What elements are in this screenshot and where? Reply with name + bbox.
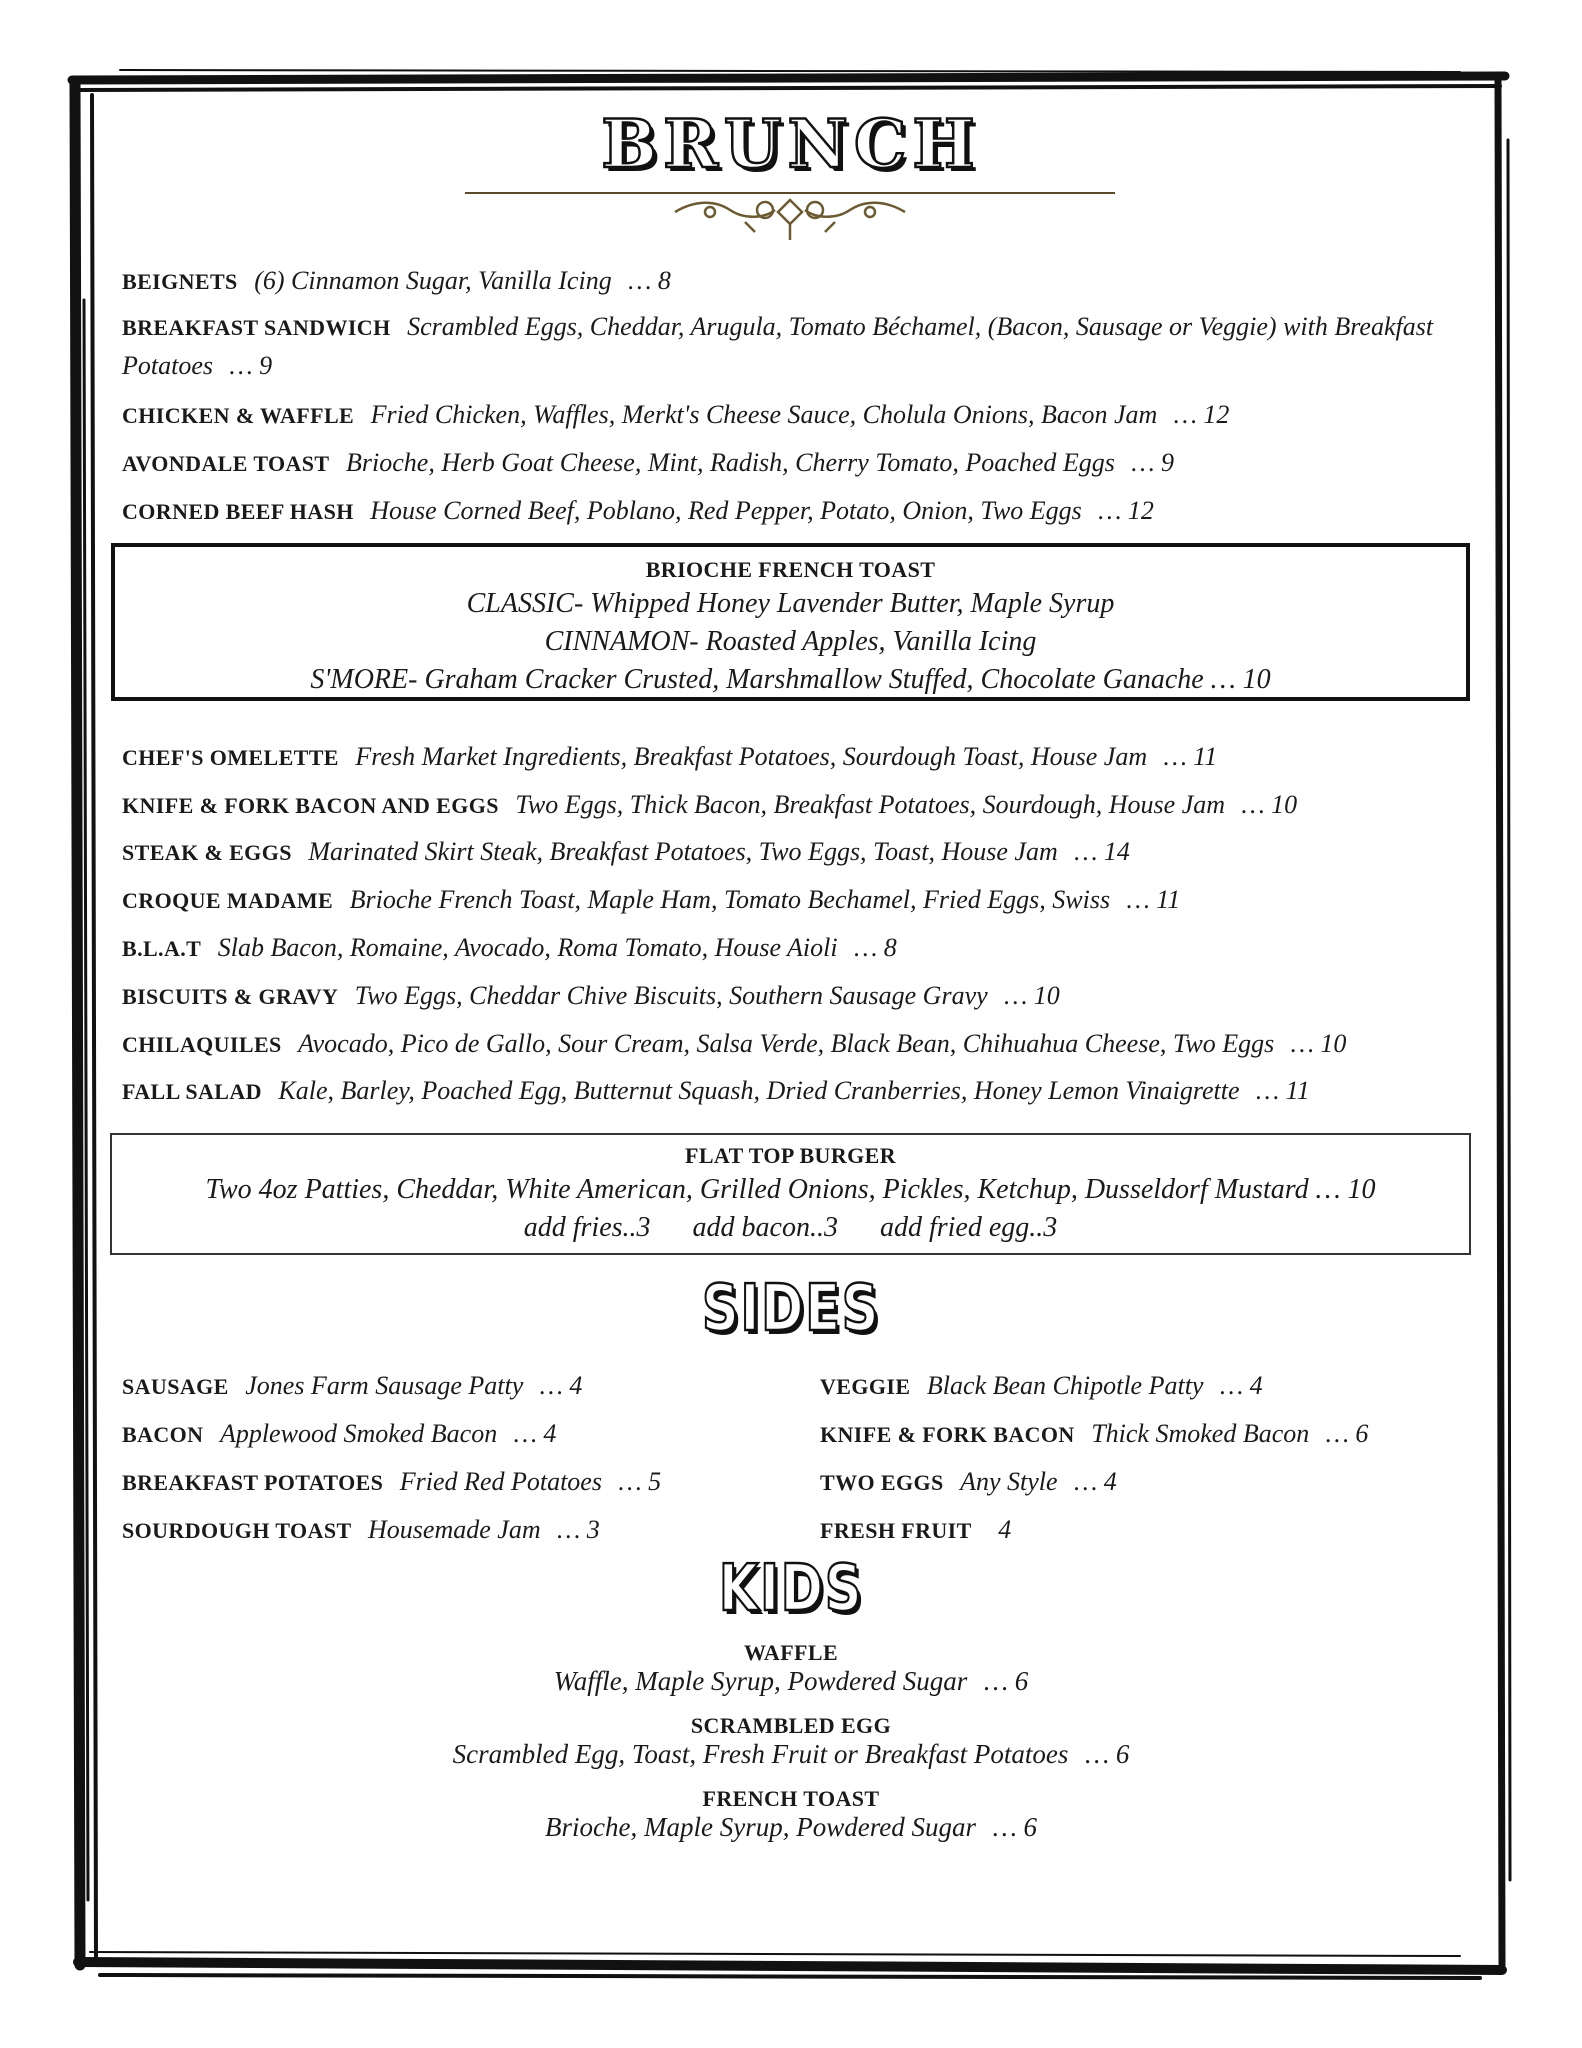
side-item [820, 1511, 1011, 1550]
kids-item-name: SCRAMBLED EGG [690, 1713, 892, 1738]
item-name: CROQUE MADAME [122, 888, 334, 913]
side-price: … 5 [618, 1467, 662, 1496]
side-desc: Thick Smoked Bacon [1091, 1419, 1310, 1448]
kids-item [0, 1640, 1582, 1697]
side-desc: Jones Farm Sausage Patty [245, 1371, 524, 1400]
item-price: … 14 [1074, 837, 1130, 866]
french-toast-line: CLASSIC- Whipped Honey Lavender Butter, Maple Syrup [466, 588, 1115, 619]
side-price: … 4 [539, 1371, 583, 1400]
menu-item [122, 1025, 1442, 1064]
side-desc: Fried Red Potatoes [399, 1467, 602, 1496]
side-desc: Housemade Jam [368, 1515, 541, 1544]
side-price: … 4 [1074, 1467, 1117, 1496]
kids-item [0, 1786, 1582, 1843]
item-desc: Fried Chicken, Waffles, Merkt's Cheese Sauce, Cholula Onions, Bacon Jam [370, 400, 1158, 429]
menu-item [122, 738, 1442, 777]
item-name: CORNED BEEF HASH [122, 499, 354, 524]
kids-item-desc [0, 1666, 1582, 1697]
item-desc: Two Eggs, Cheddar Chive Biscuits, Southern Sausage Gravy [354, 981, 988, 1010]
item-price: … 8 [854, 933, 897, 962]
item-price: … 9 [1131, 448, 1174, 477]
item-price: … 11 [1256, 1076, 1310, 1105]
french-toast-line: CINNAMON- Roasted Apples, Vanilla Icing [544, 626, 1037, 657]
side-item [122, 1367, 582, 1406]
kids-heading: KIDS [718, 1552, 864, 1626]
item-desc: (6) Cinnamon Sugar, Vanilla Icing [254, 266, 612, 295]
item-name: AVONDALE TOAST [122, 451, 330, 476]
item-name: BEIGNETS [122, 269, 238, 294]
menu-item [122, 833, 1442, 872]
french-toast-line: S'MORE- Graham Cracker Crusted, Marshmallow Stuffed, Chocolate Ganache … 10 [310, 664, 1271, 695]
item-name: CHICKEN & WAFFLE [122, 403, 355, 428]
item-desc: Marinated Skirt Steak, Breakfast Potatoes, Two Eggs, Toast, House Jam [308, 837, 1058, 866]
item-price: … 8 [628, 266, 671, 295]
burger-desc: Two 4oz Patties, Cheddar, White American, Grilled Onions, Pickles, Ketchup, Dusseldorf Mustard … 10 [205, 1174, 1376, 1205]
item-desc: Kale, Barley, Poached Egg, Butternut Squash, Dried Cranberries, Honey Lemon Vinaigrette [278, 1076, 1240, 1105]
side-desc: Any Style [960, 1467, 1058, 1496]
menu-item [122, 929, 1442, 968]
side-desc: Applewood Smoked Bacon [219, 1419, 498, 1448]
item-price: … 11 [1163, 742, 1218, 771]
item-desc: Brioche, Herb Goat Cheese, Mint, Radish, Cherry Tomato, Poached Eggs [346, 448, 1115, 477]
kids-item-desc-text: Waffle, Maple Syrup, Powdered Sugar [553, 1666, 968, 1696]
side-price: … 3 [557, 1515, 600, 1544]
french-toast-box [111, 543, 1470, 701]
ornament-divider-icon [465, 190, 1115, 260]
side-name: BREAKFAST POTATOES [122, 1470, 384, 1495]
item-name: B.L.A.T [122, 936, 202, 961]
side-price: … 4 [513, 1419, 557, 1448]
item-price: … 12 [1098, 496, 1154, 525]
side-desc: Black Bean Chipotle Patty [926, 1371, 1204, 1400]
side-name: SOURDOUGH TOAST [122, 1518, 352, 1543]
side-price: … 4 [1219, 1371, 1263, 1400]
menu-item [122, 786, 1442, 825]
side-price: … 6 [1325, 1419, 1369, 1448]
item-price: … 10 [1004, 981, 1060, 1010]
menu-item [122, 262, 1442, 301]
side-name: KNIFE & FORK BACON [820, 1422, 1075, 1447]
kids-item-name: FRENCH TOAST [702, 1786, 880, 1811]
kids-item-desc [0, 1812, 1582, 1843]
item-desc: Two Eggs, Thick Bacon, Breakfast Potatoes, Sourdough, House Jam [515, 790, 1226, 819]
item-desc: Brioche French Toast, Maple Ham, Tomato Bechamel, Fried Eggs, Swiss [349, 885, 1111, 914]
side-name: FRESH FRUIT [820, 1518, 972, 1543]
side-item [820, 1415, 1368, 1454]
menu-item [122, 977, 1442, 1016]
page-title: BRUNCH [601, 105, 981, 183]
menu-item [122, 396, 1442, 435]
kids-item [0, 1713, 1582, 1770]
menu-item [122, 492, 1442, 531]
burger-box [110, 1133, 1471, 1255]
item-price: … 9 [229, 351, 273, 380]
item-desc: Slab Bacon, Romaine, Avocado, Roma Tomato, House Aioli [217, 933, 838, 962]
kids-item-desc-text: Brioche, Maple Syrup, Powdered Sugar [545, 1812, 976, 1842]
item-name: STEAK & EGGS [122, 840, 292, 865]
item-price: … 12 [1173, 400, 1230, 429]
item-name: BISCUITS & GRAVY [122, 984, 339, 1009]
kids-item-price: … 6 [1085, 1739, 1130, 1769]
menu-item [122, 881, 1442, 920]
side-item [122, 1463, 661, 1502]
side-item [820, 1463, 1117, 1502]
side-name: TWO EGGS [820, 1470, 944, 1495]
kids-item-name: WAFFLE [743, 1640, 839, 1665]
burger-title: FLAT TOP BURGER [685, 1143, 896, 1168]
side-item [122, 1415, 556, 1454]
side-name: SAUSAGE [122, 1374, 229, 1399]
french-toast-title: BRIOCHE FRENCH TOAST [645, 557, 936, 582]
item-name: CHEF'S OMELETTE [122, 745, 339, 770]
item-desc: House Corned Beef, Poblano, Red Pepper, Potato, Onion, Two Eggs [370, 496, 1082, 525]
item-price: … 10 [1290, 1029, 1347, 1058]
side-item [122, 1511, 600, 1550]
kids-item-price: … 6 [983, 1666, 1029, 1696]
side-price: 4 [998, 1515, 1012, 1544]
item-price: … 11 [1126, 885, 1181, 914]
side-name: BACON [122, 1422, 204, 1447]
kids-item-desc [0, 1739, 1582, 1770]
kids-item-desc-text: Scrambled Egg, Toast, Fresh Fruit or Breakfast Potatoes [452, 1739, 1069, 1769]
side-name: VEGGIE [820, 1374, 911, 1399]
menu-item [122, 444, 1442, 483]
menu-item [122, 1072, 1442, 1111]
item-name: KNIFE & FORK BACON AND EGGS [122, 793, 499, 818]
item-name: FALL SALAD [122, 1079, 262, 1104]
item-desc: Scrambled Eggs, Cheddar, Arugula, Tomato Béchamel, (Bacon, Sausage or Veggie) with Breakfast Potatoes [122, 312, 1434, 380]
item-desc: Fresh Market Ingredients, Breakfast Potatoes, Sourdough Toast, House Jam [355, 742, 1148, 771]
kids-item-price: … 6 [992, 1812, 1037, 1842]
item-price: … 10 [1241, 790, 1298, 819]
item-desc: Avocado, Pico de Gallo, Sour Cream, Salsa Verde, Black Bean, Chihuahua Cheese, Two Eggs [298, 1029, 1275, 1058]
burger-addons: add fries..3 add bacon..3 add fried egg..3 [523, 1212, 1058, 1243]
side-item [820, 1367, 1263, 1406]
sides-heading: SIDES [701, 1272, 881, 1346]
item-name: CHILAQUILES [122, 1032, 282, 1057]
item-name: BREAKFAST SANDWICH [122, 315, 391, 340]
menu-item [122, 308, 1442, 385]
